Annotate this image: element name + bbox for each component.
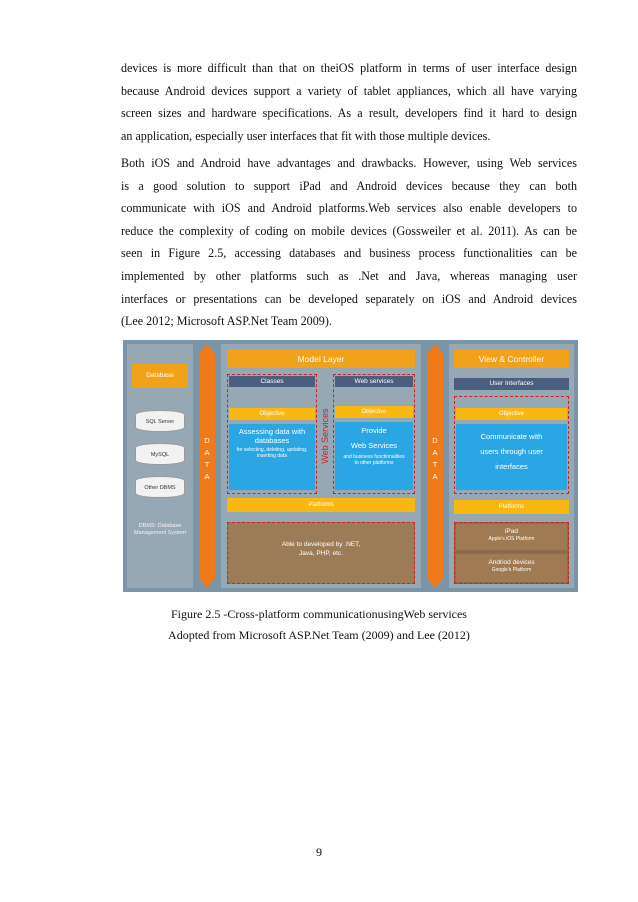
able-to-develop: Able to developed by .NET, Java, PHP, etc. (227, 522, 415, 584)
figure-caption-line2: Adopted from Microsoft ASP.Net Team (2009) and Lee (2012) (168, 628, 470, 642)
android-sub: Google's Platform (491, 567, 532, 573)
text-line: implemented by other platforms such as .Net and Java, whereas managing user (121, 268, 577, 283)
web-services-header: Web services (335, 376, 413, 387)
user-interfaces-header: User Interfaces (454, 378, 569, 390)
ipad-label: iPad (504, 528, 518, 535)
communicate-block: Communicate with users through user interfaces (456, 424, 567, 490)
database-label: Database (132, 364, 188, 388)
android-label: Andriod devices (488, 559, 535, 566)
sql-server-cylinder: SQL Server (135, 410, 185, 432)
model-layer-title: Model Layer (227, 350, 415, 368)
text-line: seen in Figure 2.5, accessing databases and business process functionalities can be (121, 246, 577, 261)
text-line: Both iOS and Android have advantages and drawbacks. However, using Web services (121, 156, 577, 170)
web-services-mid-label: Web Services (350, 441, 398, 450)
dbms-note: DBMS: Database Management System (134, 523, 186, 536)
data-arrow-left-label: DATA (204, 436, 210, 481)
provide-label: Provide (361, 426, 387, 435)
classes-header: Classes (229, 376, 315, 387)
objective-mid: Objective (335, 406, 413, 418)
figure-caption-line1: Figure 2.5 -Cross-platform communicationusingWeb services (171, 607, 467, 621)
ipad-block (456, 524, 567, 550)
text-line: screen sizes and hardware specifications. As a result, developers find it hard to design (121, 106, 577, 121)
objective-left: Objective (229, 408, 315, 420)
provide-block (335, 422, 413, 490)
text-line: because Android devices support a variety of tablet appliances, which all have varying (121, 83, 577, 98)
paragraph-1 (121, 57, 577, 147)
text-line: reduce the complexity of coding on mobile devices (Gossweiler et al. 2011). As can be (121, 223, 577, 238)
text-line: (Lee 2012; Microsoft ASP.Net Team 2009). (121, 314, 332, 329)
text-line: is a good solution to support iPad and Android devices because they can both (121, 178, 577, 193)
platforms-right: Platforms (454, 500, 569, 514)
assessing-title: Assessing data with databases (238, 427, 306, 445)
android-block (456, 554, 567, 582)
assessing-block (229, 424, 315, 490)
objective-right: Objective (456, 408, 567, 420)
business-sub: and business functionalities to other platforms (343, 454, 405, 466)
view-controller-title: View & Controller (454, 350, 569, 368)
web-services-vertical-box (317, 380, 333, 492)
page-number: 9 (316, 845, 322, 859)
web-services-vertical-label: Web Services (320, 408, 330, 464)
paragraph-2 (121, 152, 577, 333)
text-line: communicate with iOS and Android platforms.Web services also enable developers to (121, 201, 577, 216)
ipad-sub: Apple's iOS Platform (488, 536, 535, 542)
text-line: an application, especially user interfaces that fit with those multiple devices. (121, 128, 491, 143)
architecture-figure (123, 340, 578, 592)
data-arrow-right-label: DATA (432, 436, 438, 481)
mysql-cylinder: MySQL (135, 443, 185, 465)
other-dbms-cylinder: Other DBMS (135, 476, 185, 498)
text-line: devices is more difficult than that on theiOS platform in terms of user interface design (121, 61, 577, 75)
text-line: interfaces or presentations can be developed separately on iOS and Android devices (121, 291, 577, 306)
platforms-left: Platforms (227, 498, 415, 512)
assessing-sub: for selecting, deleting, updating, inserting data (236, 447, 308, 459)
